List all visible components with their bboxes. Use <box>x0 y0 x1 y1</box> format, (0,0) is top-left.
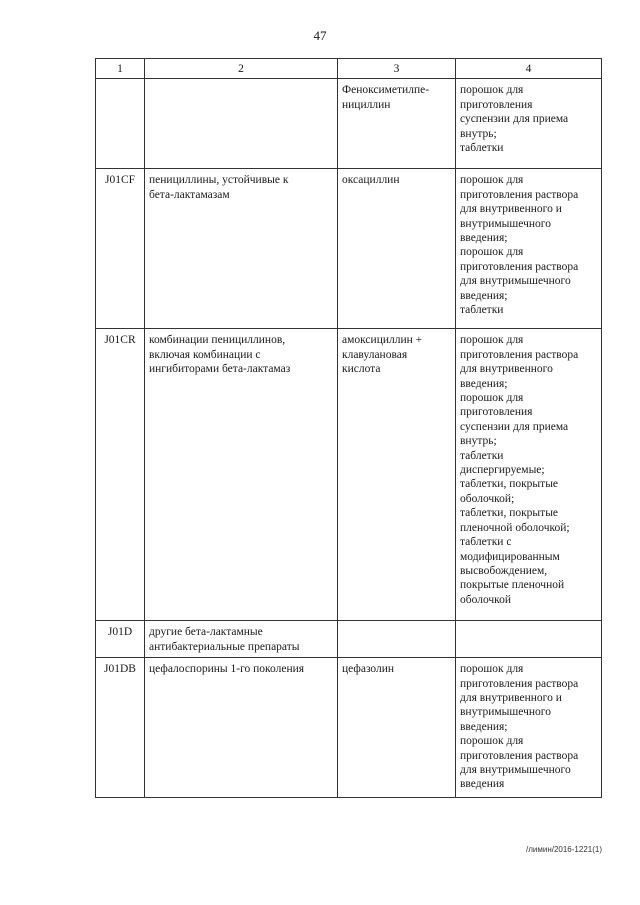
document-footer-code: /лимин/2016-1221(1) <box>525 845 602 854</box>
cell-text-line: введения <box>460 778 505 791</box>
cell-text-line: таблетки <box>460 304 504 317</box>
atc-code-cell: J01CR <box>96 329 145 621</box>
page-number: 47 <box>313 28 327 43</box>
cell-text-line: цефазолин <box>342 663 395 676</box>
cell-text-line: порошок для <box>460 392 524 405</box>
cell-text-line: оксациллин <box>342 174 400 187</box>
cell-text-line: порошок для <box>460 663 524 676</box>
cell-text-line: таблетки <box>460 142 504 155</box>
pharmacological-group-cell <box>145 79 338 169</box>
cell-text-line: оболочкой <box>460 593 512 606</box>
cell-text-line: высвобождением, <box>460 564 548 577</box>
medicines-table <box>95 58 602 798</box>
cell-text-line: порошок для <box>460 84 524 97</box>
atc-code-cell <box>96 79 145 169</box>
cell-text-line: для внутривенного <box>460 363 553 376</box>
cell-text-line: суспензии для приема <box>460 420 569 433</box>
cell-text-line: амоксициллин + <box>342 334 423 347</box>
cell-text-line: антибактериальные препараты <box>149 640 300 653</box>
cell-text-line: таблетки, покрытые <box>460 478 559 491</box>
cell-text-line: для внутримышечного <box>460 764 571 777</box>
cell-text-line: введения; <box>460 377 508 390</box>
cell-text-line: пенициллины, устойчивые к <box>149 174 289 187</box>
table-row <box>96 621 602 658</box>
cell-text-line: включая комбинации с <box>149 348 261 361</box>
cell-text-line: приготовления раствора <box>460 260 579 273</box>
pharmacological-group-cell <box>145 169 338 329</box>
cell-text-line: ингибиторами бета-лактамаз <box>149 363 291 376</box>
dosage-forms-cell <box>456 621 602 658</box>
cell-text-line: порошок для <box>460 334 524 347</box>
cell-text-line: комбинации пенициллинов, <box>149 334 286 347</box>
cell-text-line: для внутривенного и <box>460 692 562 705</box>
cell-text-line: приготовления раствора <box>460 677 579 690</box>
dosage-forms-cell <box>456 658 602 798</box>
cell-text-line: приготовления раствора <box>460 188 579 201</box>
cell-text-line: порошок для <box>460 735 524 748</box>
cell-text-line: таблетки <box>460 449 504 462</box>
pharmacological-group-cell <box>145 658 338 798</box>
atc-code-cell: J01CF <box>96 169 145 329</box>
cell-text-line: внутрь; <box>460 435 497 448</box>
drug-name-cell <box>338 621 456 658</box>
dosage-forms-cell <box>456 169 602 329</box>
cell-text-line: внутрь; <box>460 127 497 140</box>
cell-text-line: клавулановая <box>342 348 408 361</box>
column-header-1: 1 <box>96 59 145 79</box>
table-row <box>96 79 602 169</box>
cell-text-line: приготовления раствора <box>460 348 579 361</box>
pharmacological-group-cell <box>145 621 338 658</box>
drug-name-cell <box>338 329 456 621</box>
cell-text-line: введения; <box>460 720 508 733</box>
header-row <box>96 59 602 79</box>
cell-text-line: внутримышечного <box>460 706 551 719</box>
cell-text-line: таблетки, покрытые <box>460 507 559 520</box>
table-body <box>96 79 602 798</box>
cell-text-line: пленочной оболочкой; <box>460 521 570 534</box>
cell-text-line: для внутривенного и <box>460 203 562 216</box>
cell-text-line: таблетки с <box>460 536 512 549</box>
cell-text-line: оболочкой; <box>460 492 515 505</box>
cell-text-line: другие бета-лактамные <box>149 626 263 639</box>
cell-text-line: бета-лактамазам <box>149 188 230 201</box>
cell-text-line: кислота <box>342 363 381 376</box>
cell-text-line: введения; <box>460 289 508 302</box>
cell-text-line: порошок для <box>460 246 524 259</box>
drug-name-cell <box>338 169 456 329</box>
column-header-2: 2 <box>145 59 338 79</box>
cell-text-line: диспергируемые; <box>460 464 545 477</box>
atc-code-cell: J01D <box>96 621 145 658</box>
pharmacological-group-cell <box>145 329 338 621</box>
drug-name-cell <box>338 79 456 169</box>
table-row <box>96 169 602 329</box>
cell-text-line: приготовления раствора <box>460 749 579 762</box>
table-row <box>96 658 602 798</box>
cell-text-line: порошок для <box>460 174 524 187</box>
column-header-4: 4 <box>456 59 602 79</box>
cell-text-line: покрытые пленочной <box>460 579 565 592</box>
column-header-3: 3 <box>338 59 456 79</box>
cell-text-line: введения; <box>460 232 508 245</box>
atc-code-cell: J01DB <box>96 658 145 798</box>
cell-text-line: приготовления <box>460 406 533 419</box>
cell-text-line: Феноксиметилпе- <box>342 84 430 97</box>
cell-text-line: модифицированным <box>460 550 560 563</box>
cell-text-line: цефалоспорины 1-го поколения <box>149 663 305 676</box>
dosage-forms-cell <box>456 329 602 621</box>
dosage-forms-cell <box>456 79 602 169</box>
cell-text-line: внутримышечного <box>460 217 551 230</box>
drug-name-cell <box>338 658 456 798</box>
cell-text-line: для внутримышечного <box>460 275 571 288</box>
table-row <box>96 329 602 621</box>
cell-text-line: суспензии для приема <box>460 113 569 126</box>
cell-text-line: приготовления <box>460 98 533 111</box>
cell-text-line: нициллин <box>342 98 391 111</box>
